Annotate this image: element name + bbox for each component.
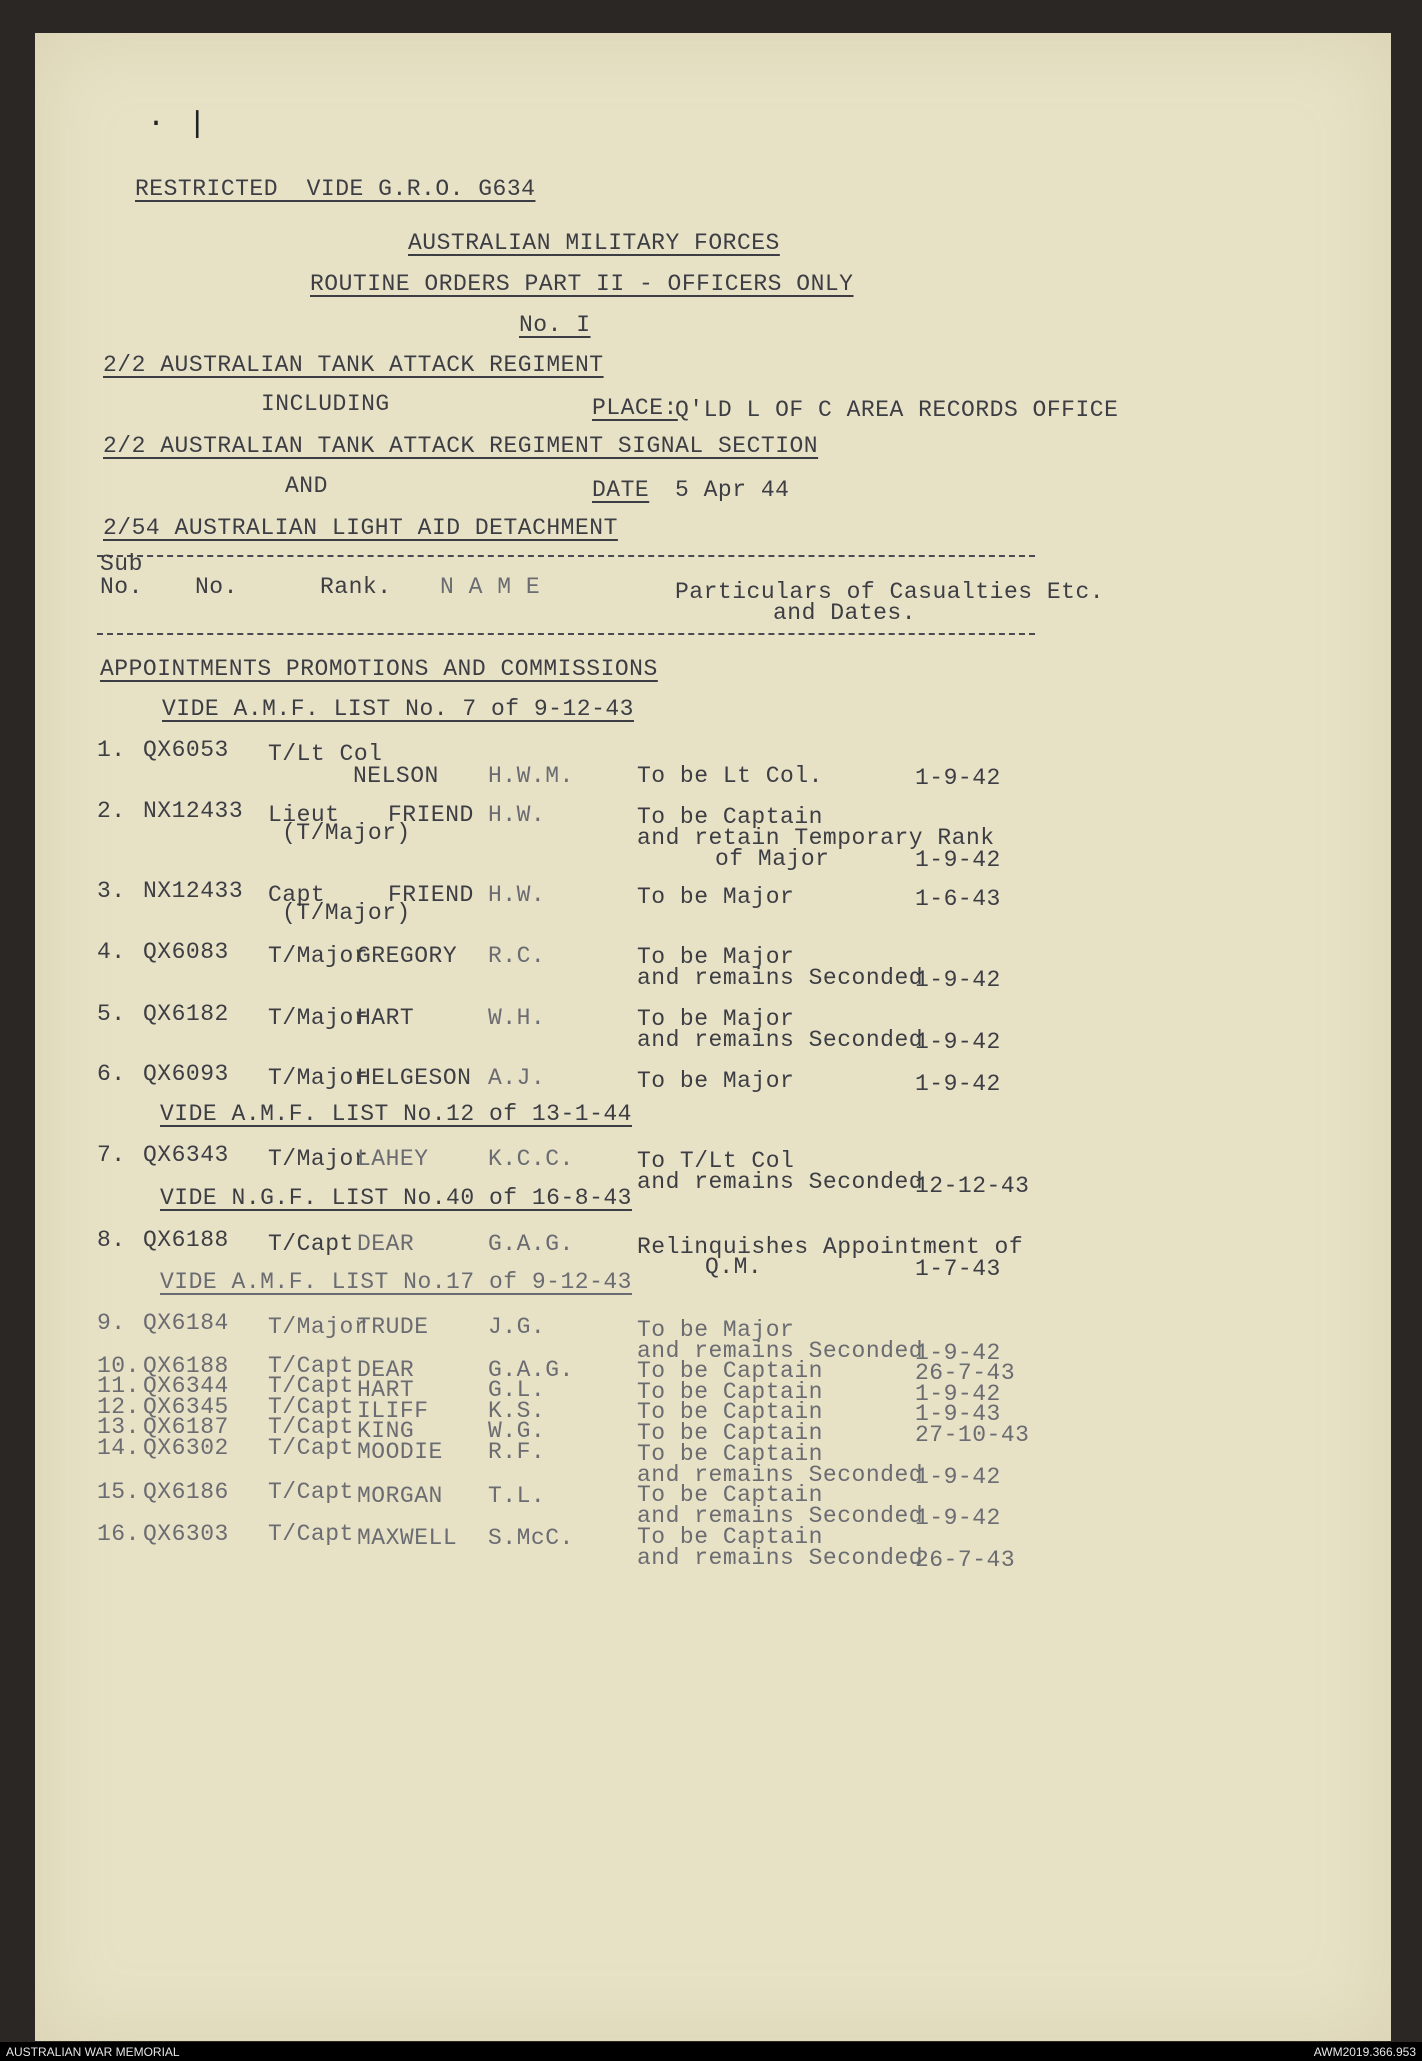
entry-sub-number: 13. xyxy=(97,1414,140,1440)
entry-service-number: QX6187 xyxy=(143,1414,229,1440)
orders-title: ROUTINE ORDERS PART II - OFFICERS ONLY xyxy=(310,271,854,297)
entry-particulars-line: To be Captain xyxy=(637,1482,823,1508)
ink-mark: ❘ xyxy=(187,107,208,145)
document-page xyxy=(35,33,1391,2041)
entry-service-number: QX6186 xyxy=(143,1479,229,1505)
entry-date: 26-7-43 xyxy=(915,1547,1016,1573)
unit-line-2: 2/2 AUSTRALIAN TANK ATTACK REGIMENT SIGNAL SECTION xyxy=(103,433,819,459)
entry-service-number: QX6053 xyxy=(143,737,229,763)
entry-particulars-line: Q.M. xyxy=(705,1254,763,1280)
entry-initials: G.A.G. xyxy=(488,1231,574,1257)
entry-service-number: QX6093 xyxy=(143,1061,229,1087)
entry-date: 1-9-42 xyxy=(915,1071,1001,1097)
entry-particulars-line: Relinquishes Appointment of xyxy=(637,1234,1024,1260)
entry-particulars-line: To be Captain xyxy=(637,1399,823,1425)
entry-date: 1-9-42 xyxy=(915,967,1001,993)
entry-particulars-line: and remains Seconded xyxy=(637,1503,924,1529)
entry-service-number: QX6188 xyxy=(143,1353,229,1379)
punch-mark: · xyxy=(147,107,166,141)
entry-rank: Capt xyxy=(268,882,326,908)
entry-particulars-line: To be Major xyxy=(637,1006,795,1032)
entry-particulars-line: To be Captain xyxy=(637,1379,823,1405)
order-number: No. I xyxy=(519,312,591,338)
unit-line-1: 2/2 AUSTRALIAN TANK ATTACK REGIMENT xyxy=(103,352,604,378)
entry-initials: R.F. xyxy=(488,1439,546,1465)
entry-particulars-line: To be Captain xyxy=(637,1358,823,1384)
entry-name: MOODIE xyxy=(357,1439,443,1465)
entry-particulars-line: To be Major xyxy=(637,1317,795,1343)
entry-particulars-line: To be Captain xyxy=(637,1524,823,1550)
entry-temporary-rank: (T/Major) xyxy=(282,820,411,846)
entry-rank: T/Capt xyxy=(268,1373,354,1399)
col-sub-no: No. xyxy=(100,574,143,600)
entry-rank: T/Capt xyxy=(268,1435,354,1461)
entry-rank: T/Capt xyxy=(268,1479,354,1505)
entry-initials: H.W. xyxy=(488,882,546,908)
entry-date: 1-9-42 xyxy=(915,1340,1001,1366)
entry-sub-number: 11. xyxy=(97,1373,140,1399)
entry-initials: K.S. xyxy=(488,1398,546,1424)
entry-particulars-line: To T/Lt Col xyxy=(637,1148,795,1174)
entry-sub-number: 9. xyxy=(97,1310,126,1336)
entry-temporary-rank: (T/Major) xyxy=(282,900,411,926)
entry-name: ILIFF xyxy=(357,1398,429,1424)
entry-particulars-line: To be Major xyxy=(637,884,795,910)
including-label: INCLUDING xyxy=(261,391,390,417)
entry-service-number: QX6083 xyxy=(143,939,229,965)
entry-service-number: QX6303 xyxy=(143,1521,229,1547)
entry-date: 27-10-43 xyxy=(915,1422,1030,1448)
entry-initials: T.L. xyxy=(488,1483,546,1509)
entry-particulars-line: To be Lt Col. xyxy=(637,763,823,789)
entry-date: 1-9-43 xyxy=(915,1401,1001,1427)
entry-date: 1-6-43 xyxy=(915,886,1001,912)
entry-date: 1-9-42 xyxy=(915,1505,1001,1531)
entry-rank: T/Major xyxy=(268,1065,369,1091)
section-title: APPOINTMENTS PROMOTIONS AND COMMISSIONS xyxy=(100,656,658,682)
header-rule-bottom xyxy=(97,633,1035,635)
entry-name: HART xyxy=(357,1005,415,1031)
entry-name: HELGESON xyxy=(357,1065,472,1091)
entry-date: 1-9-42 xyxy=(915,1464,1001,1490)
unit-line-3: 2/54 AUSTRALIAN LIGHT AID DETACHMENT xyxy=(103,515,618,541)
entry-rank: T/Capt xyxy=(268,1414,354,1440)
entry-sub-number: 15. xyxy=(97,1479,140,1505)
entry-particulars-line: and remains Seconded xyxy=(637,1169,924,1195)
entry-service-number: QX6302 xyxy=(143,1435,229,1461)
col-particulars: Particulars of Casualties Etc. xyxy=(675,579,1105,605)
entry-sub-number: 4. xyxy=(97,939,126,965)
entry-initials: S.McC. xyxy=(488,1525,574,1551)
entry-initials: K.C.C. xyxy=(488,1146,574,1172)
entry-service-number: QX6182 xyxy=(143,1001,229,1027)
entry-rank: T/Major xyxy=(268,1005,369,1031)
entry-service-number: QX6344 xyxy=(143,1373,229,1399)
vide-heading: VIDE A.M.F. LIST No. 7 of 9-12-43 xyxy=(162,696,634,722)
entry-particulars-line: and remains Seconded xyxy=(637,1545,924,1571)
entry-service-number: QX6184 xyxy=(143,1310,229,1336)
entry-name: KING xyxy=(357,1418,415,1444)
entry-service-number: QX6345 xyxy=(143,1394,229,1420)
place-label: PLACE: xyxy=(592,395,678,421)
entry-date: 1-9-42 xyxy=(915,1381,1001,1407)
col-name: N A M E xyxy=(440,574,541,600)
entry-sub-number: 5. xyxy=(97,1001,126,1027)
entry-name: DEAR xyxy=(357,1357,415,1383)
vide-heading: VIDE A.M.F. LIST No.17 of 9-12-43 xyxy=(160,1269,632,1295)
date-label: DATE xyxy=(592,477,650,503)
entry-sub-number: 1. xyxy=(97,737,126,763)
entry-service-number: QX6188 xyxy=(143,1227,229,1253)
entry-name: LAHEY xyxy=(357,1146,429,1172)
entry-service-number: NX12433 xyxy=(143,798,244,824)
entry-sub-number: 2. xyxy=(97,798,126,824)
entry-sub-number: 6. xyxy=(97,1061,126,1087)
entry-initials: A.J. xyxy=(488,1065,546,1091)
entry-name: GREGORY xyxy=(357,943,458,969)
entry-rank: T/Major xyxy=(268,1314,369,1340)
entry-rank: T/Major xyxy=(268,1146,369,1172)
entry-particulars-line: and remains Seconded xyxy=(637,1338,924,1364)
and-label: AND xyxy=(285,473,328,499)
entry-date: 1-7-43 xyxy=(915,1256,1001,1282)
vide-heading: VIDE A.M.F. LIST No.12 of 13-1-44 xyxy=(160,1101,632,1127)
entry-rank: T/Lt Col xyxy=(268,741,383,767)
header-rule-top xyxy=(97,555,1035,557)
entry-name: DEAR xyxy=(357,1231,415,1257)
entry-sub-number: 16. xyxy=(97,1521,140,1547)
entry-particulars-line: and remains Seconded xyxy=(637,965,924,991)
entry-rank: Lieut xyxy=(268,802,340,828)
entry-particulars-line: To be Captain xyxy=(637,1441,823,1467)
footer-reference: AWM2019.366.953 xyxy=(1313,2045,1416,2059)
vide-heading: VIDE N.G.F. LIST No.40 of 16-8-43 xyxy=(160,1185,632,1211)
entry-particulars-line: and remains Seconded xyxy=(637,1462,924,1488)
col-dates: and Dates. xyxy=(773,600,917,626)
restricted-line: RESTRICTED VIDE G.R.O. G634 xyxy=(135,176,536,202)
place-value: Q'LD L OF C AREA RECORDS OFFICE xyxy=(675,397,1119,423)
entry-initials: W.G. xyxy=(488,1418,546,1444)
entry-rank: T/Major xyxy=(268,943,369,969)
entry-particulars-line: and retain Temporary Rank xyxy=(637,825,995,851)
entry-name: TRUDE xyxy=(357,1314,429,1340)
entry-name: MORGAN xyxy=(357,1483,443,1509)
entry-particulars-line: To be Major xyxy=(637,944,795,970)
col-sub: Sub xyxy=(100,551,143,577)
entry-particulars-line: of Major xyxy=(715,846,830,872)
entry-initials: G.L. xyxy=(488,1377,546,1403)
col-rank: Rank. xyxy=(320,574,392,600)
entry-name: NELSON xyxy=(353,763,439,789)
entry-particulars-line: and remains Seconded xyxy=(637,1027,924,1053)
entry-date: 1-9-42 xyxy=(915,847,1001,873)
entry-service-number: NX12433 xyxy=(143,878,244,904)
entry-initials: J.G. xyxy=(488,1314,546,1340)
forces-title: AUSTRALIAN MILITARY FORCES xyxy=(408,230,780,256)
entry-name: MAXWELL xyxy=(357,1525,458,1551)
entry-name: HART xyxy=(357,1377,415,1403)
entry-initials: H.W.M. xyxy=(488,763,574,789)
entry-sub-number: 8. xyxy=(97,1227,126,1253)
footer-bar xyxy=(0,2042,1422,2061)
col-no: No. xyxy=(195,574,238,600)
entry-initials: R.C. xyxy=(488,943,546,969)
entry-rank: T/Capt xyxy=(268,1521,354,1547)
entry-date: 12-12-43 xyxy=(915,1173,1030,1199)
entry-sub-number: 12. xyxy=(97,1394,140,1420)
date-value: 5 Apr 44 xyxy=(675,477,790,503)
entry-sub-number: 14. xyxy=(97,1435,140,1461)
entry-name: FRIEND xyxy=(388,802,474,828)
entry-name: FRIEND xyxy=(388,882,474,908)
entry-date: 1-9-42 xyxy=(915,765,1001,791)
footer-credit: AUSTRALIAN WAR MEMORIAL xyxy=(6,2045,180,2059)
entry-initials: G.A.G. xyxy=(488,1357,574,1383)
entry-particulars-line: To be Major xyxy=(637,1068,795,1094)
entry-rank: T/Capt xyxy=(268,1394,354,1420)
entry-date: 26-7-43 xyxy=(915,1360,1016,1386)
entry-particulars-line: To be Captain xyxy=(637,1420,823,1446)
entry-initials: H.W. xyxy=(488,802,546,828)
entry-sub-number: 7. xyxy=(97,1142,126,1168)
entry-initials: W.H. xyxy=(488,1005,546,1031)
entry-sub-number: 10. xyxy=(97,1353,140,1379)
entry-rank: T/Capt xyxy=(268,1353,354,1379)
entry-rank: T/Capt xyxy=(268,1231,354,1257)
entry-date: 1-9-42 xyxy=(915,1029,1001,1055)
entry-sub-number: 3. xyxy=(97,878,126,904)
entry-particulars-line: To be Captain xyxy=(637,804,823,830)
entry-service-number: QX6343 xyxy=(143,1142,229,1168)
